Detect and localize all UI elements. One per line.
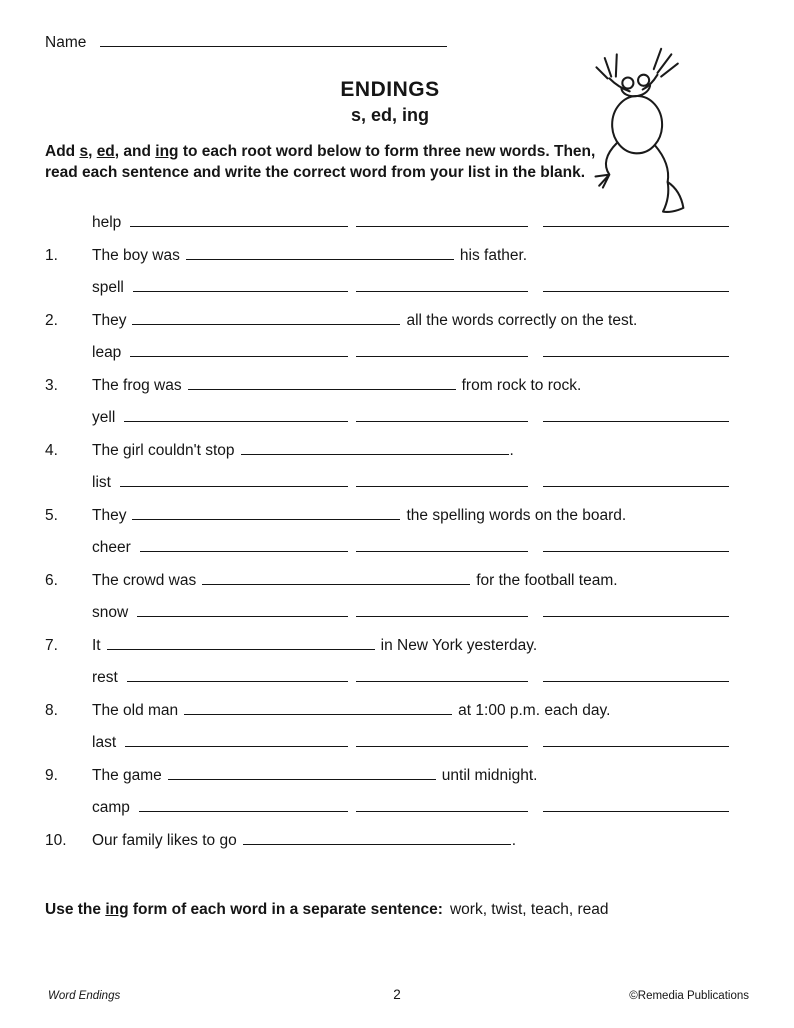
sentence-after: until midnight. — [441, 766, 538, 784]
closing-bold-prefix: Use the — [45, 901, 106, 919]
worksheet-item — [45, 337, 729, 402]
sentence-after: from rock to rock. — [461, 376, 582, 394]
closing-instruction — [45, 901, 749, 919]
sentence-blank — [107, 640, 375, 650]
instruction-segment: to each root word below to form three new words. Then, read each sentence and write the correct word from your list in the blank. — [45, 143, 596, 181]
worksheet-item — [45, 792, 729, 857]
root-word-row — [92, 597, 729, 630]
sentence-text — [92, 500, 729, 533]
sentence-blank — [243, 835, 511, 845]
sentence-text — [92, 305, 729, 338]
word-blank-2 — [356, 477, 528, 487]
word-blank-1 — [130, 217, 348, 227]
root-word: cheer — [92, 539, 131, 557]
footer-series-title: Word Endings — [48, 990, 121, 1002]
item-number: 8. — [45, 701, 58, 719]
sentence-row — [45, 825, 729, 858]
root-word: help — [92, 214, 122, 232]
sentence-text — [92, 760, 729, 793]
root-word: snow — [92, 604, 129, 622]
sentence-after: the spelling words on the board. — [406, 506, 627, 524]
item-number: 4. — [45, 441, 58, 459]
sentence-blank — [186, 250, 454, 260]
word-blank-2 — [356, 282, 528, 292]
worksheet-item — [45, 532, 729, 597]
word-blank-2 — [356, 347, 528, 357]
sentence-blank — [241, 445, 509, 455]
root-word-row — [92, 402, 729, 435]
sentence-row — [45, 370, 729, 403]
sentence-after: . — [509, 441, 514, 459]
sentence-blank — [188, 380, 456, 390]
instructions — [45, 142, 630, 183]
word-blank-1 — [120, 477, 348, 487]
worksheet-item — [45, 597, 729, 662]
word-blank-1 — [137, 607, 348, 617]
name-label: Name — [45, 34, 87, 51]
sentence-blank — [132, 510, 400, 520]
word-blank-2 — [356, 217, 528, 227]
item-number: 3. — [45, 376, 58, 394]
sentence-after: for the football team. — [476, 571, 618, 589]
instruction-segment-underlined: s — [79, 143, 89, 160]
instruction-segment: , — [88, 143, 97, 160]
item-number: 7. — [45, 636, 58, 654]
sentence-text — [92, 565, 729, 598]
word-blank-3 — [543, 542, 729, 552]
word-blank-3 — [543, 672, 729, 682]
word-blank-2 — [356, 607, 528, 617]
item-number: 2. — [45, 311, 58, 329]
instruction-segment-underlined: ing — [155, 143, 179, 160]
sentence-before: Our family likes to go — [92, 831, 237, 849]
word-blank-3 — [543, 737, 729, 747]
root-word-row — [92, 792, 729, 825]
sentence-text — [92, 825, 729, 858]
page-title: ENDINGS — [340, 78, 440, 101]
root-word: spell — [92, 279, 124, 297]
instruction-segment: , and — [114, 143, 156, 160]
sentence-text — [92, 435, 729, 468]
worksheet-item — [45, 402, 729, 467]
sentence-row — [45, 435, 729, 468]
sentence-row — [45, 500, 729, 533]
word-blank-3 — [543, 347, 729, 357]
word-blank-1 — [140, 542, 348, 552]
item-number: 9. — [45, 766, 58, 784]
worksheet-item — [45, 467, 729, 532]
sentence-row — [45, 695, 729, 728]
root-word: list — [92, 474, 111, 492]
word-blank-3 — [543, 477, 729, 487]
sentence-row — [45, 240, 729, 273]
item-number: 10. — [45, 831, 67, 849]
closing-bold-suffix: form of each word in a separate sentence: — [128, 901, 443, 919]
page-subtitle: s, ed, ing — [350, 105, 429, 125]
frog-icon — [572, 34, 730, 219]
sentence-before: The girl couldn't stop — [92, 441, 235, 459]
word-blank-3 — [543, 802, 729, 812]
sentence-before: It — [92, 636, 101, 654]
word-blank-3 — [543, 412, 729, 422]
word-blank-1 — [125, 737, 348, 747]
word-blank-1 — [133, 282, 348, 292]
instruction-segment-underlined: ed — [96, 143, 115, 160]
sentence-blank — [132, 315, 400, 325]
sentence-row — [45, 760, 729, 793]
item-number: 1. — [45, 246, 58, 264]
sentence-before: The frog was — [92, 376, 182, 394]
closing-word-list: work, twist, teach, read — [449, 901, 609, 919]
root-word: yell — [92, 409, 116, 427]
item-number: 5. — [45, 506, 58, 524]
worksheet-item — [45, 662, 729, 727]
sentence-blank — [168, 770, 436, 780]
sentence-text — [92, 630, 729, 663]
name-blank-line — [100, 35, 447, 47]
worksheet-item — [45, 727, 729, 792]
word-blank-1 — [124, 412, 348, 422]
sentence-text — [92, 370, 729, 403]
sentence-before: The game — [92, 766, 162, 784]
root-word-row — [92, 532, 729, 565]
root-word: leap — [92, 344, 122, 362]
sentence-row — [45, 565, 729, 598]
word-blank-1 — [127, 672, 348, 682]
items-list — [45, 207, 729, 857]
sentence-after: at 1:00 p.m. each day. — [458, 701, 611, 719]
sentence-after: all the words correctly on the test. — [406, 311, 638, 329]
footer-copyright: ©Remedia Publications — [629, 990, 749, 1002]
closing-underlined-word: ing — [105, 901, 129, 919]
instruction-segment: Add — [45, 143, 80, 160]
sentence-blank — [184, 705, 452, 715]
sentence-blank — [202, 575, 470, 585]
item-number: 6. — [45, 571, 58, 589]
sentence-row — [45, 630, 729, 663]
word-blank-2 — [356, 672, 528, 682]
sentence-before: They — [92, 311, 127, 329]
word-blank-3 — [543, 282, 729, 292]
worksheet-item — [45, 272, 729, 337]
sentence-before: The crowd was — [92, 571, 197, 589]
sentence-after: in New York yesterday. — [380, 636, 538, 654]
word-blank-3 — [543, 607, 729, 617]
word-blank-1 — [130, 347, 348, 357]
root-word-row — [92, 337, 729, 370]
page-number: 2 — [393, 987, 401, 1002]
sentence-after: his father. — [459, 246, 528, 264]
word-blank-2 — [356, 737, 528, 747]
footer — [45, 986, 749, 1002]
word-blank-2 — [356, 802, 528, 812]
word-blank-2 — [356, 542, 528, 552]
word-blank-2 — [356, 412, 528, 422]
sentence-text — [92, 240, 729, 273]
root-word-row — [92, 727, 729, 760]
root-word: last — [92, 734, 117, 752]
sentence-before: The old man — [92, 701, 179, 719]
root-word-row — [92, 467, 729, 500]
sentence-before: They — [92, 506, 127, 524]
root-word: camp — [92, 799, 130, 817]
sentence-row — [45, 305, 729, 338]
sentence-text — [92, 695, 729, 728]
word-blank-1 — [139, 802, 348, 812]
root-word-row — [92, 272, 729, 305]
sentence-before: The boy was — [92, 246, 180, 264]
root-word-row — [92, 662, 729, 695]
root-word: rest — [92, 669, 118, 687]
sentence-after: . — [511, 831, 517, 849]
